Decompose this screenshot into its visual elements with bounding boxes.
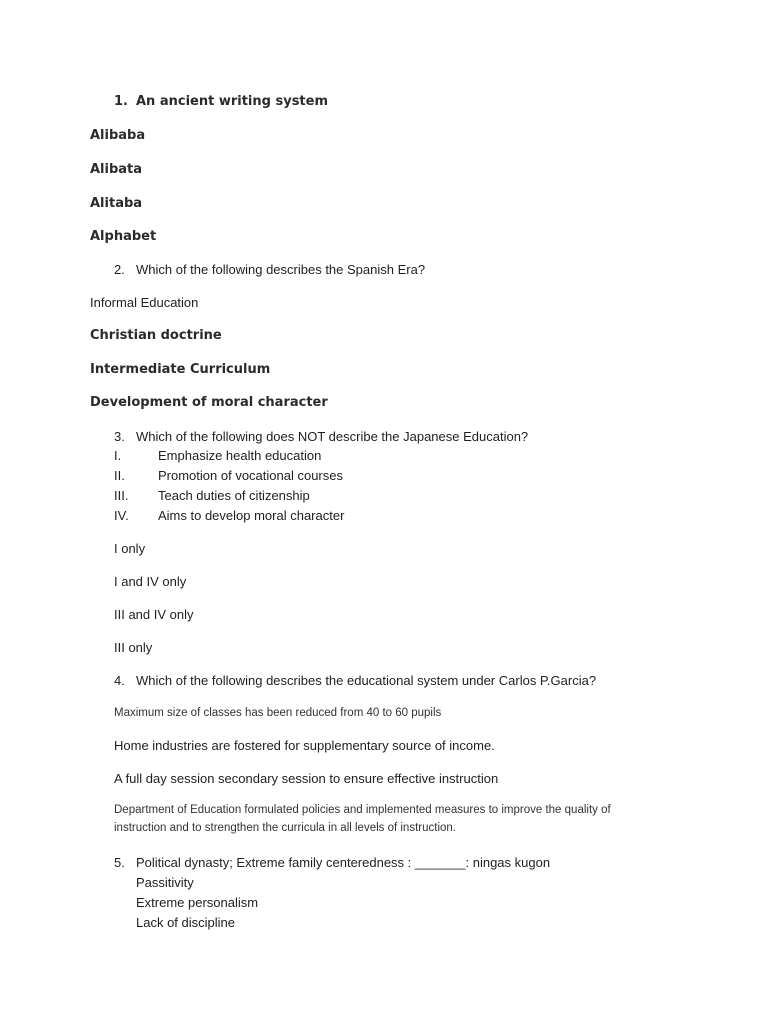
roman-numeral: II. <box>114 468 125 483</box>
q5-option-1: Passitivity <box>136 875 194 890</box>
q2-option-4: Development of moral character <box>90 395 328 410</box>
question-text: Which of the following describes the Spanish Era? <box>136 262 426 277</box>
roman-item-2 <box>114 468 343 483</box>
roman-item-text: Aims to develop moral character <box>158 508 345 523</box>
q4-option-1: Maximum size of classes has been reduced from 40 to 60 pupils <box>114 707 442 719</box>
q1-option-2: Alibata <box>90 162 143 177</box>
question-number: 5. <box>114 855 125 870</box>
question-text: An ancient writing system <box>136 94 329 109</box>
q3-option-3: III and IV only <box>114 607 194 622</box>
question-3 <box>114 429 528 444</box>
question-number: 1. <box>114 94 128 109</box>
question-text: Which of the following describes the educational system under Carlos P.Garcia? <box>136 673 597 688</box>
roman-item-text: Emphasize health education <box>158 448 322 463</box>
question-4 <box>114 673 596 688</box>
roman-item-text: Teach duties of citizenship <box>158 488 310 503</box>
question-number: 4. <box>114 673 125 688</box>
roman-numeral: IV. <box>114 508 129 523</box>
question-1 <box>114 94 328 109</box>
question-text: Political dynasty; Extreme family centeredness : _______: ningas kugon <box>136 855 551 870</box>
q2-option-3: Intermediate Curriculum <box>90 362 271 377</box>
q4-option-2: Home industries are fostered for supplementary source of income. <box>114 738 495 753</box>
q4-option-4-line-2: instruction and to strengthen the curricula in all levels of instruction. <box>114 822 456 834</box>
question-5 <box>114 855 550 870</box>
q1-option-1: Alibaba <box>90 128 146 143</box>
roman-numeral: I. <box>114 448 122 463</box>
question-2 <box>114 262 425 277</box>
q1-option-4: Alphabet <box>90 229 157 244</box>
q3-option-1: I only <box>114 541 146 556</box>
roman-item-text: Promotion of vocational courses <box>158 468 343 483</box>
roman-item-1 <box>114 448 321 463</box>
roman-numeral: III. <box>114 488 129 503</box>
question-number: 2. <box>114 262 125 277</box>
q2-option-1: Informal Education <box>90 295 199 310</box>
q1-option-3: Alitaba <box>90 196 143 211</box>
q4-option-3: A full day session secondary session to ensure effective instruction <box>114 771 499 786</box>
question-text: Which of the following does NOT describe the Japanese Education? <box>136 429 529 444</box>
q4-option-4-line-1: Department of Education formulated policies and implemented measures to improve the quality of <box>114 804 611 816</box>
roman-item-3 <box>114 488 310 503</box>
q5-option-2: Extreme personalism <box>136 895 259 910</box>
roman-item-4 <box>114 508 344 523</box>
q3-option-4: III only <box>114 640 153 655</box>
q5-option-3: Lack of discipline <box>136 915 235 930</box>
q3-option-2: I and IV only <box>114 574 187 589</box>
q2-option-2: Christian doctrine <box>90 328 222 343</box>
question-number: 3. <box>114 429 125 444</box>
